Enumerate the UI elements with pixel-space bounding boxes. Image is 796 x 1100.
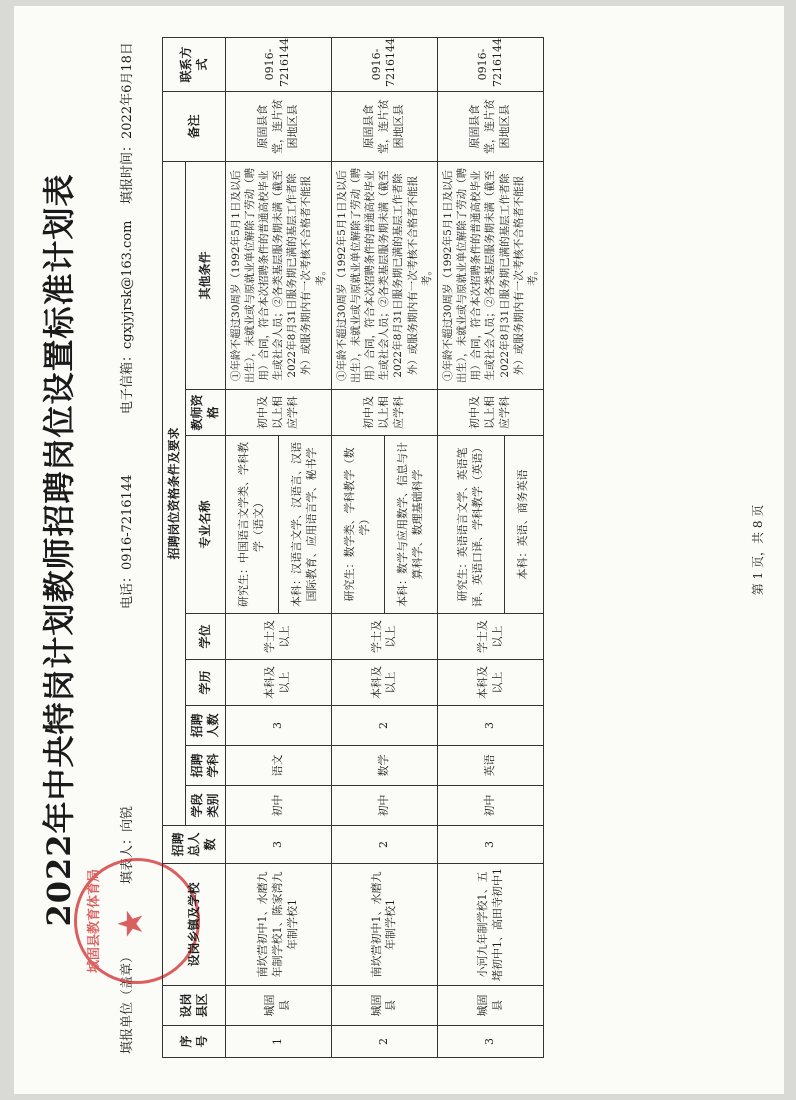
header-major: 专业名称 (186, 436, 225, 614)
cell-other: ①年龄不超过30周岁（1992年5月1日及以后出生），未就业或与原就业单位解除了劳动（聘用）合同，符合本次招聘条件的普通高校毕业生或社会人员；②各类基层服务期未满（截至2022年8月31日服务期已满的基层工作者除外）或服务期内有一次考核不合格者不能报考。 (437, 161, 543, 389)
header-stage: 学段类别 (186, 786, 225, 826)
cell-contact: 0916-7216144 (331, 37, 437, 91)
header-requirements-group: 招聘岗位资格条件及要求 (163, 161, 186, 825)
cell-contact: 0916-7216144 (437, 37, 543, 91)
header-contact: 联系方式 (163, 37, 226, 91)
header-total: 招聘总人数 (163, 826, 226, 864)
cell-major-graduate: 研究生：英语语言文学、英语笔译、英语口译、学科教学（英语） (437, 436, 504, 614)
cell-contact: 0916-7216144 (225, 37, 331, 91)
rotated-landscape-content (14, 6, 784, 1094)
cell-degree: 学士及以上 (331, 614, 437, 660)
table-row (437, 37, 504, 1057)
document-page (14, 6, 784, 1094)
seal-text: 城固县教育体育局 (87, 869, 102, 974)
header-row-1 (163, 37, 186, 1057)
cell-degree: 学士及以上 (225, 614, 331, 660)
cell-other: ①年龄不超过30周岁（1992年5月1日及以后出生），未就业或与原就业单位解除了劳动（聘用）合同，符合本次招聘条件的普通高校毕业生或社会人员；②各类基层服务期未满（截至2022年8月31日服务期已满的基层工作者除外）或服务期内有一次考核不合格者不能报考。 (225, 161, 331, 389)
cell-county: 城固县 (437, 986, 543, 1026)
header-remark: 备注 (163, 91, 226, 161)
filing-unit: 填报单位（盖章） (120, 949, 135, 1054)
cell-subject: 语文 (225, 746, 331, 786)
cell-count: 2 (331, 706, 437, 746)
cell-count: 3 (437, 706, 543, 746)
recruitment-plan-table (162, 37, 544, 1058)
cell-major-undergrad: 本科：数学与应用数学、信息与计算科学、数理基础科学 (384, 436, 437, 614)
cell-school: 小河九年制学校1、五堵初中1、高田寺初中1 (437, 864, 543, 986)
document-title: 2022年中央特岗计划教师招聘岗位设置标准计划表 (40, 173, 78, 927)
header-cert: 教师资格 (186, 390, 225, 436)
cell-remark: 原固县食堂，连片贫困地区县 (331, 91, 437, 161)
cell-seq: 2 (331, 1026, 437, 1058)
cell-total: 2 (331, 826, 437, 864)
cell-major-graduate: 研究生：中国语言文学类、学科教学（语文） (225, 436, 278, 614)
cell-stage: 初中 (331, 786, 437, 826)
cell-total: 3 (437, 826, 543, 864)
header-edu: 学历 (186, 660, 225, 706)
cell-subject: 数学 (331, 746, 437, 786)
filler-name: 填表人：向锐 (120, 805, 135, 884)
page-footer: 第 1 页，共 8 页 (751, 504, 765, 596)
cell-stage: 初中 (437, 786, 543, 826)
cell-count: 3 (225, 706, 331, 746)
table-row (331, 37, 384, 1057)
cell-edu: 本科及以上 (331, 660, 437, 706)
cell-remark: 原固县食堂，连片贫困地区县 (437, 91, 543, 161)
cell-edu: 本科及以上 (437, 660, 543, 706)
header-degree: 学位 (186, 614, 225, 660)
cell-major-graduate: 研究生：数学类、学科教学（数学） (331, 436, 384, 614)
cell-edu: 本科及以上 (225, 660, 331, 706)
seal-star-icon: ★ (111, 908, 151, 939)
cell-remark: 原固县食堂，连片贫困地区县 (225, 91, 331, 161)
header-seq: 序号 (163, 1026, 226, 1058)
filing-time: 填报时间：2022年6月18日 (120, 42, 135, 204)
contact-phone: 电话：0916-7216144 (120, 474, 135, 609)
cell-subject: 英语 (437, 746, 543, 786)
header-county: 设岗县区 (163, 986, 226, 1026)
header-subject: 招聘学科 (186, 746, 225, 786)
cell-cert: 初中及以上相应学科 (331, 390, 437, 436)
table-row (225, 37, 278, 1057)
cell-seq: 1 (225, 1026, 331, 1058)
cell-total: 3 (225, 826, 331, 864)
header-school: 设岗乡镇及学校 (163, 864, 226, 986)
header-other: 其他条件 (186, 161, 225, 389)
form-meta (116, 42, 138, 1054)
cell-seq: 3 (437, 1026, 543, 1058)
cell-major-undergrad: 本科：英语、商务英语 (504, 436, 544, 614)
cell-county: 城固县 (331, 986, 437, 1026)
cell-major-undergrad: 本科：汉语言文学、汉语言、汉语国际教育、应用语言学、秘书学 (278, 436, 331, 614)
cell-cert: 初中及以上相应学科 (225, 390, 331, 436)
contact-email: 电子信箱：cgxjyjrsk@163.com (120, 220, 135, 414)
cell-other: ①年龄不超过30周岁（1992年5月1日及以后出生），未就业或与原就业单位解除了劳动（聘用）合同，符合本次招聘条件的普通高校毕业生或社会人员；②各类基层服务期未满（截至2022年8月31日服务期已满的基层工作者除外）或服务期内有一次考核不合格者不能报考。 (331, 161, 437, 389)
cell-school: 南坎营初中1、水磨九年制学校1 (331, 864, 437, 986)
cell-county: 城固县 (225, 986, 331, 1026)
header-count: 招聘人数 (186, 706, 225, 746)
cell-cert: 初中及以上相应学科 (437, 390, 543, 436)
cell-degree: 学士及以上 (437, 614, 543, 660)
cell-school: 南坎营初中1、水磨九年制学校1、陈家湾九年制学校1 (225, 864, 331, 986)
cell-stage: 初中 (225, 786, 331, 826)
